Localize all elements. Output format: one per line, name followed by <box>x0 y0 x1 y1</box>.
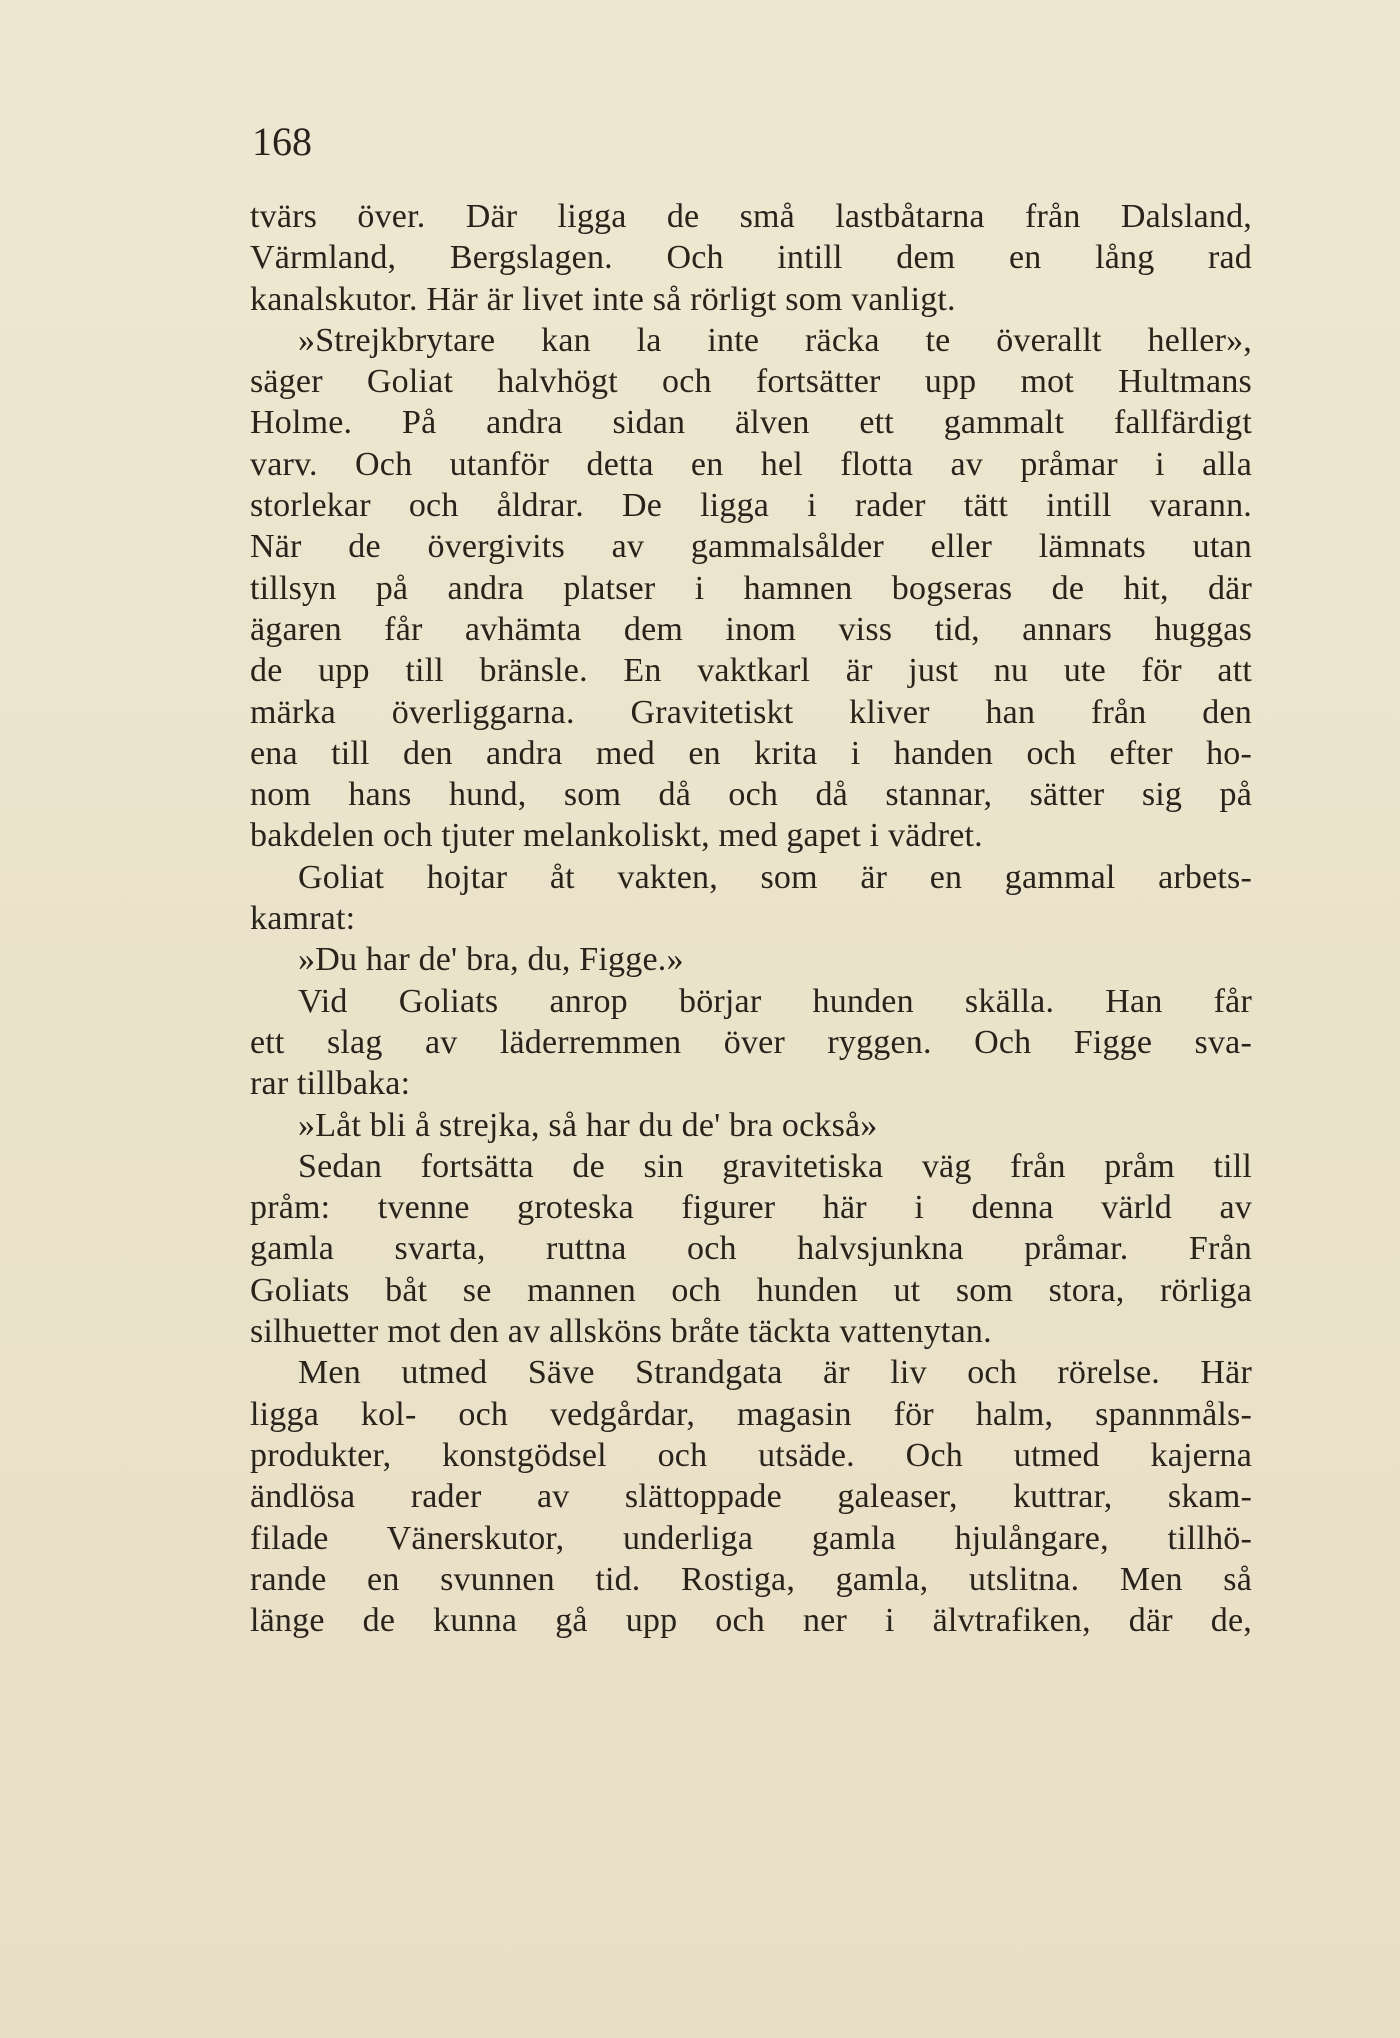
text-line: Holme. På andra sidan älven ett gammalt fallfärdigt <box>250 404 1252 442</box>
text-line: Vid Goliats anrop börjar hunden skälla. Han får <box>298 982 1252 1020</box>
text-line: silhuetter mot den av allsköns bråte täckta vattenytan. <box>250 1313 992 1351</box>
text-line: Goliat hojtar åt vakten, som är en gammal arbets- <box>298 858 1252 896</box>
text-line: storlekar och åldrar. De ligga i rader tätt intill varann. <box>250 487 1252 525</box>
text-line: »Låt bli å strejka, så har du de' bra också» <box>298 1106 878 1144</box>
text-line: Men utmed Säve Strandgata är liv och rörelse. Här <box>298 1354 1252 1392</box>
text-line: märka överliggarna. Gravitetiskt kliver han från den <box>250 693 1252 731</box>
text-line: kanalskutor. Här är livet inte så rörligt som vanligt. <box>250 280 956 318</box>
text-line: tvärs över. Där ligga de små lastbåtarna från Dalsland, <box>250 198 1252 235</box>
text-line: tillsyn på andra platser i hamnen bogseras de hit, där <box>250 569 1252 607</box>
text-line: nom hans hund, som då och då stannar, sätter sig på <box>250 776 1252 814</box>
text-line: filade Vänerskutor, underliga gamla hjulångare, tillhö- <box>250 1519 1252 1557</box>
text-line: bakdelen och tjuter melankoliskt, med gapet i vädret. <box>250 817 983 855</box>
text-line: När de övergivits av gammalsålder eller lämnats utan <box>250 528 1252 566</box>
text-line: Sedan fortsätta de sin gravitetiska väg från pråm till <box>298 1147 1252 1185</box>
text-line: Värmland, Bergslagen. Och intill dem en lång rad <box>250 239 1252 277</box>
text-line: kamrat: <box>250 900 356 938</box>
text-line: »Strejkbrytare kan la inte räcka te överallt heller», <box>298 321 1252 359</box>
text-line: produkter, konstgödsel och utsäde. Och utmed kajerna <box>250 1436 1252 1474</box>
page-number: 168 <box>252 119 312 164</box>
text-line: ena till den andra med en krita i handen och efter ho- <box>250 734 1252 772</box>
text-line: länge de kunna gå upp och ner i älvtrafiken, där de, <box>250 1602 1252 1640</box>
text-line: Goliats båt se mannen och hunden ut som stora, rörliga <box>250 1271 1252 1309</box>
text-line: varv. Och utanför detta en hel flotta av pråmar i alla <box>250 445 1252 483</box>
text-line: säger Goliat halvhögt och fortsätter upp mot Hultmans <box>250 363 1252 401</box>
text-line: gamla svarta, ruttna och halvsjunkna pråmar. Från <box>250 1230 1252 1268</box>
body-text <box>250 196 1252 1641</box>
text-line: de upp till bränsle. En vaktkarl är just nu ute för att <box>250 652 1252 690</box>
text-line: rar tillbaka: <box>250 1065 411 1103</box>
text-line: ett slag av läderremmen över ryggen. Och Figge sva- <box>250 1023 1252 1061</box>
text-line: rande en svunnen tid. Rostiga, gamla, utslitna. Men så <box>250 1560 1252 1598</box>
text-line: pråm: tvenne groteska figurer här i denna värld av <box>250 1189 1252 1227</box>
text-line: ändlösa rader av slättoppade galeaser, kuttrar, skam- <box>250 1478 1252 1516</box>
text-line: »Du har de' bra, du, Figge.» <box>298 941 684 979</box>
text-line: ligga kol- och vedgårdar, magasin för halm, spannmåls- <box>250 1395 1252 1433</box>
text-line: ägaren får avhämta dem inom viss tid, annars huggas <box>250 610 1252 648</box>
